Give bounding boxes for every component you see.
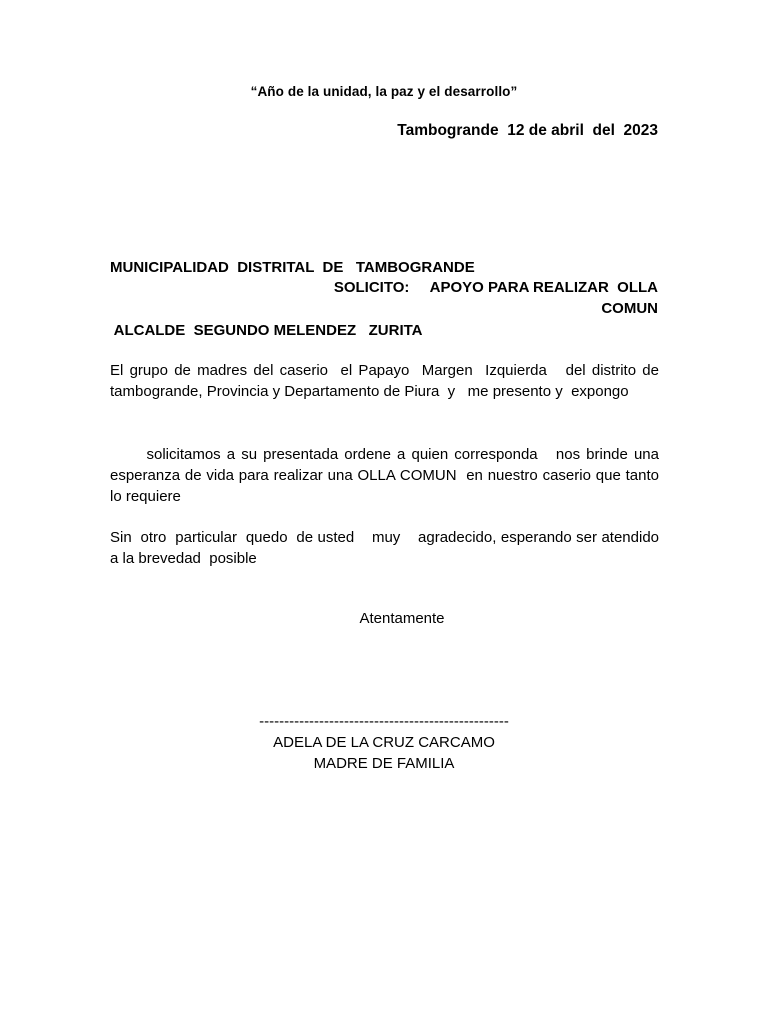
signature-line: -------------------------------------------------- xyxy=(259,713,509,730)
year-motto: “Año de la unidad, la paz y el desarrollo” xyxy=(250,84,518,99)
signer-name: ADELA DE LA CRUZ CARCAMO xyxy=(273,734,495,751)
signature-block xyxy=(0,711,768,774)
body-paragraph-request: solicitamos a su presentada ordene a quien corresponda nos brinde una esperanza de vida para realizar una OLLA COMUN en nuestro caserio que tanto lo requiere xyxy=(110,446,664,505)
subject-line: SOLICITO: APOYO PARA REALIZAR OLLA COMUN xyxy=(333,279,663,317)
addressee-institution: MUNICIPALIDAD DISTRITAL DE TAMBOGRANDE xyxy=(110,259,475,276)
closing-salutation: Atentamente xyxy=(359,610,445,627)
body-paragraph-thanks: Sin otro particular quedo de usted muy agradecido, esperando ser atendido a la brevedad posible xyxy=(110,529,664,567)
addressee-mayor: ALCALDE SEGUNDO MELENDEZ ZURITA xyxy=(110,322,423,339)
body-paragraph-intro: El grupo de madres del caserio el Papayo Margen Izquierda del distrito de tambogrande, Provincia y Departamento de Piura y me presento y expongo xyxy=(110,362,664,400)
letter-date: Tambogrande 12 de abril del 2023 xyxy=(397,122,658,139)
signer-role: MADRE DE FAMILIA xyxy=(313,755,455,772)
